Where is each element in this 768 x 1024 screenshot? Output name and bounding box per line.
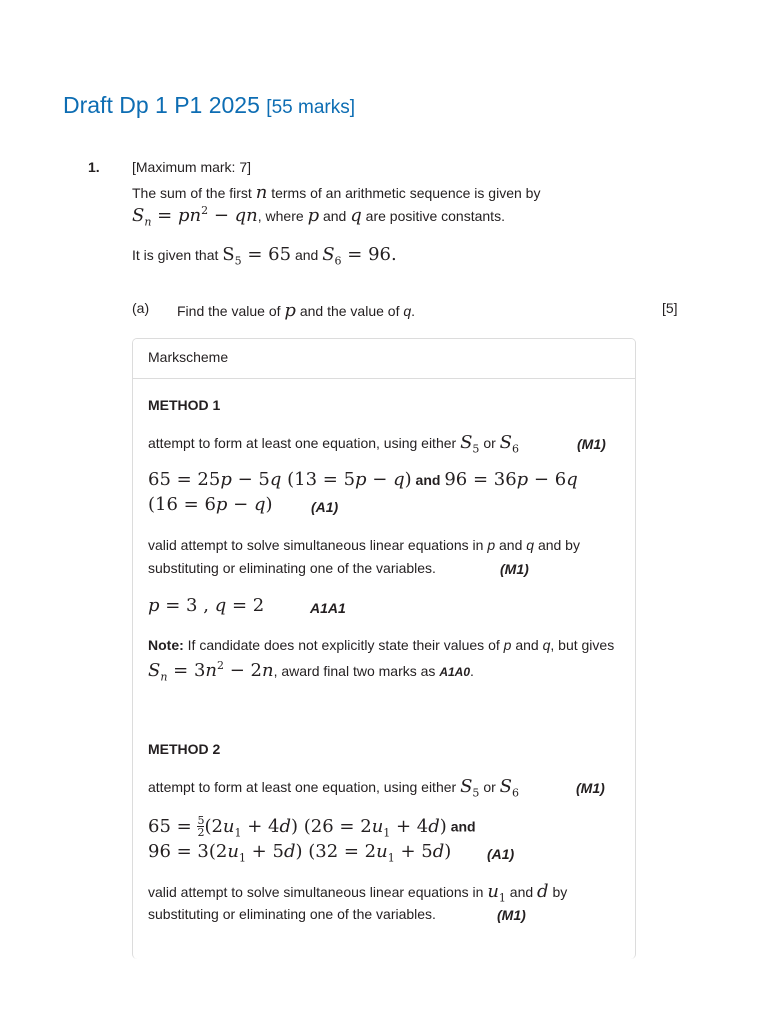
m2-eq2: $96 = 3(2u_1 + 5d) (32 = 2u_1 + 5d)$ (148, 841, 452, 865)
intro-end: terms of an arithmetic sequence is given by (271, 185, 541, 201)
m1-l4-q: q (526, 537, 535, 553)
method-1-note-line-2 (148, 659, 474, 684)
m1-l4-p: p (487, 537, 496, 553)
note-q: q (542, 637, 551, 653)
markscheme-header-label: Markscheme (148, 349, 229, 365)
note-text-b: , but gives (550, 637, 615, 653)
m2-l4-text-a: valid attempt to solve simultaneous linear equations in (148, 884, 484, 900)
method-1-line-5: substituting or eliminating one of the variables. (148, 560, 436, 576)
given-prefix: It is given that (132, 247, 219, 263)
formula-q: q (350, 205, 362, 226)
method-1-line-2 (148, 469, 578, 490)
m2-l1-text: attempt to form at least one equation, using either (148, 779, 457, 795)
method-2-tag-1: (M1) (576, 780, 605, 796)
method-2-line-4 (148, 881, 567, 905)
formula-p: p (307, 205, 320, 226)
method-2-line-1 (148, 776, 519, 800)
question-formula (132, 204, 505, 229)
method-1-tag-4: A1A1 (310, 600, 346, 616)
note-label: Note: (148, 637, 184, 653)
m1-l2-and: and (415, 472, 441, 488)
m2-s6: $S_6$ (499, 776, 519, 800)
method-2-title: METHOD 2 (148, 741, 221, 757)
sn-formula: $S_n = pn^2$ − qn (132, 204, 258, 229)
method-1-tag-1: (M1) (577, 436, 606, 452)
markscheme-panel (132, 338, 636, 959)
m2-eq1: 65 = $\frac{5}{2}$ $(2u_1 + 4d) (26 = 2u_1 + 4d)$ (148, 814, 447, 840)
formula-end: are positive constants. (365, 208, 505, 224)
method-2-tag-2: (A1) (487, 846, 515, 862)
method-2-line-3 (148, 841, 451, 865)
part-a-p: p (284, 300, 296, 321)
given-and: and (294, 247, 319, 263)
method-2-line-5: substituting or eliminating one of the variables. (148, 906, 436, 922)
m1-eq2: 96 = 36p − 6q (444, 469, 578, 490)
method-2-line-2 (148, 815, 476, 839)
m1-answer: p = 3 , q = 2 (148, 595, 265, 616)
formula-where: , where (257, 208, 304, 224)
m1-l1-or: or (483, 435, 496, 451)
method-1-line-1 (148, 432, 519, 456)
part-a-text-3: . (411, 303, 416, 319)
part-a-label: (a) (132, 300, 150, 316)
note-formula: $S_n = 3n^2 - 2n$ (148, 659, 274, 684)
note-text-c: , award final two marks as (273, 663, 436, 679)
note-tag: A1A0 (439, 665, 471, 679)
question-number: 1. (88, 159, 100, 175)
m2-s5: $S_5$ (460, 776, 480, 800)
m2-d: d (537, 881, 549, 902)
part-a-text (177, 300, 415, 321)
note-end: . (470, 663, 474, 679)
m2-l1-or: or (483, 779, 496, 795)
page-title-text: Draft Dp 1 P1 2025 (63, 92, 260, 118)
m1-eq1: 65 = 25p − 5q (13 = 5p − q) (148, 469, 412, 490)
method-1-title: METHOD 1 (148, 397, 221, 413)
part-a-text-1: Find the value of (177, 303, 281, 319)
m1-s6: $S_6$ (499, 432, 519, 456)
method-1-line-6 (148, 595, 264, 616)
method-1-line-3 (148, 494, 273, 515)
m1-l1-text: attempt to form at least one equation, using either (148, 435, 457, 451)
m1-l4-text-a: valid attempt to solve simultaneous linear equations in (148, 537, 484, 553)
part-a-text-2: and the value of (299, 303, 400, 319)
method-1-tag-3: (M1) (500, 561, 529, 577)
m2-l2-and: and (450, 818, 476, 835)
m1-l4-text-b: and by (537, 537, 580, 553)
total-marks: [55 marks] (266, 97, 355, 118)
note-and: and (515, 637, 539, 653)
method-1-tag-2: (A1) (311, 499, 339, 515)
intro-text: The sum of the first (132, 185, 252, 201)
page-title (63, 92, 355, 119)
part-a-q: q (403, 303, 412, 319)
m1-eq3: (16 = 6p − q) (148, 494, 273, 515)
method-2-tag-3: (M1) (497, 907, 526, 923)
method-1-note (148, 637, 614, 653)
m1-s5: $S_5$ (460, 432, 480, 456)
m1-l4-and: and (499, 537, 523, 553)
intro-var: n (255, 182, 268, 203)
m2-l4-and: and (509, 884, 534, 900)
formula-and: and (322, 208, 347, 224)
s5-value: $S_5 = 65$ (222, 244, 292, 268)
markscheme-header[interactable] (133, 339, 635, 379)
note-text-a: If candidate does not explicitly state their values of (187, 637, 500, 653)
method-1-line-4 (148, 537, 580, 553)
max-mark: [Maximum mark: 7] (132, 159, 252, 175)
note-p: p (503, 637, 512, 653)
m2-u1: $u_1$ (487, 881, 506, 905)
part-a-marks: [5] (662, 300, 678, 316)
question-given (132, 244, 397, 268)
s6-value: $S_6 = 96$. (322, 244, 397, 268)
question-intro (132, 182, 540, 203)
m2-l4-text-b: by (552, 884, 568, 900)
